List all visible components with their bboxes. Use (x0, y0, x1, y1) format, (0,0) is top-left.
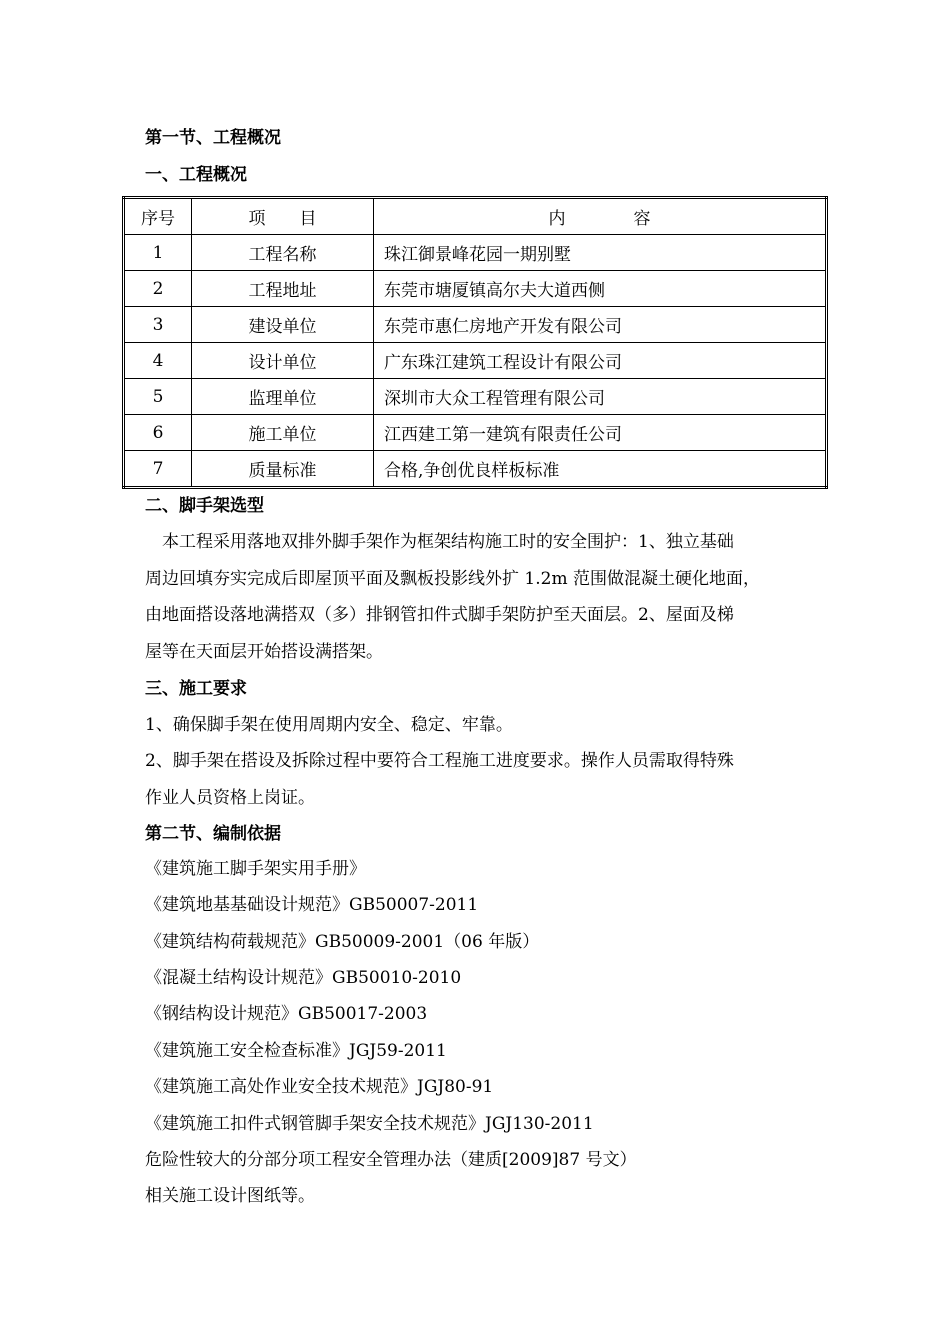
table-cell: 珠江御景峰花园一期别墅 (374, 235, 827, 271)
table-row (124, 271, 827, 307)
reference-item: 危险性较大的分部分项工程安全管理办法（建质[2009]87 号文） (145, 1150, 637, 1170)
paragraph-line: 2、脚手架在搭设及拆除过程中要符合工程施工进度要求。操作人员需取得特殊 (145, 751, 734, 771)
table-header-row (124, 198, 827, 235)
paragraph-line: 由地面搭设落地满搭双（多）排钢管扣件式脚手架防护至天面层。2、屋面及梯 (145, 605, 734, 625)
table-cell: 6 (124, 415, 192, 451)
table-cell: 7 (124, 451, 192, 488)
table-cell: 广东珠江建筑工程设计有限公司 (374, 343, 827, 379)
table-cell: 合格,争创优良样板标准 (374, 451, 827, 488)
section2-title: 第二节、编制依据 (145, 824, 281, 844)
reference-item: 《钢结构设计规范》GB50017-2003 (145, 1004, 428, 1024)
table-cell: 施工单位 (192, 415, 374, 451)
table-cell: 2 (124, 271, 192, 307)
project-info-table (122, 196, 828, 489)
reference-item: 《建筑结构荷载规范》GB50009-2001（06 年版） (145, 932, 540, 952)
table-header-cell: 序号 (124, 198, 192, 235)
table-cell: 质量标准 (192, 451, 374, 488)
paragraph-line: 1、确保脚手架在使用周期内安全、稳定、牢靠。 (145, 715, 513, 735)
table-header-cell: 内 容 (374, 198, 827, 235)
paragraph-line: 周边回填夯实完成后即屋顶平面及飘板投影线外扩 1.2m 范围做混凝土硬化地面， (145, 569, 760, 589)
table-cell: 4 (124, 343, 192, 379)
table-cell: 东莞市塘厦镇高尔夫大道西侧 (374, 271, 827, 307)
reference-item: 《建筑施工高处作业安全技术规范》JGJ80-91 (145, 1077, 494, 1097)
table-cell: 工程名称 (192, 235, 374, 271)
table-row (124, 343, 827, 379)
table-header-cell: 项 目 (192, 198, 374, 235)
paragraph-line: 屋等在天面层开始搭设满搭架。 (145, 642, 383, 662)
part3-title: 三、施工要求 (145, 679, 247, 699)
table-row (124, 415, 827, 451)
paragraph-line: 作业人员资格上岗证。 (145, 788, 315, 808)
paragraph-line: 本工程采用落地双排外脚手架作为框架结构施工时的安全围护：1、独立基础 (145, 532, 734, 552)
table-cell: 江西建工第一建筑有限责任公司 (374, 415, 827, 451)
reference-item: 《建筑施工脚手架实用手册》 (145, 859, 366, 879)
reference-item: 《建筑地基基础设计规范》GB50007-2011 (145, 895, 479, 915)
part2-title: 二、脚手架选型 (145, 496, 264, 516)
table-cell: 深圳市大众工程管理有限公司 (374, 379, 827, 415)
reference-item: 相关施工设计图纸等。 (145, 1186, 315, 1206)
table-cell: 建设单位 (192, 307, 374, 343)
part1-title: 一、工程概况 (145, 165, 247, 185)
table-row (124, 235, 827, 271)
table-row (124, 307, 827, 343)
reference-item: 《建筑施工安全检查标准》JGJ59-2011 (145, 1041, 447, 1061)
reference-item: 《建筑施工扣件式钢管脚手架安全技术规范》JGJ130-2011 (145, 1114, 594, 1134)
table-cell: 东莞市惠仁房地产开发有限公司 (374, 307, 827, 343)
section1-title: 第一节、工程概况 (145, 128, 281, 148)
table-cell: 设计单位 (192, 343, 374, 379)
table-cell: 3 (124, 307, 192, 343)
table-cell: 5 (124, 379, 192, 415)
reference-item: 《混凝土结构设计规范》GB50010-2010 (145, 968, 462, 988)
table-cell: 1 (124, 235, 192, 271)
table-cell: 工程地址 (192, 271, 374, 307)
table-cell: 监理单位 (192, 379, 374, 415)
table-row (124, 379, 827, 415)
table-row (124, 451, 827, 488)
